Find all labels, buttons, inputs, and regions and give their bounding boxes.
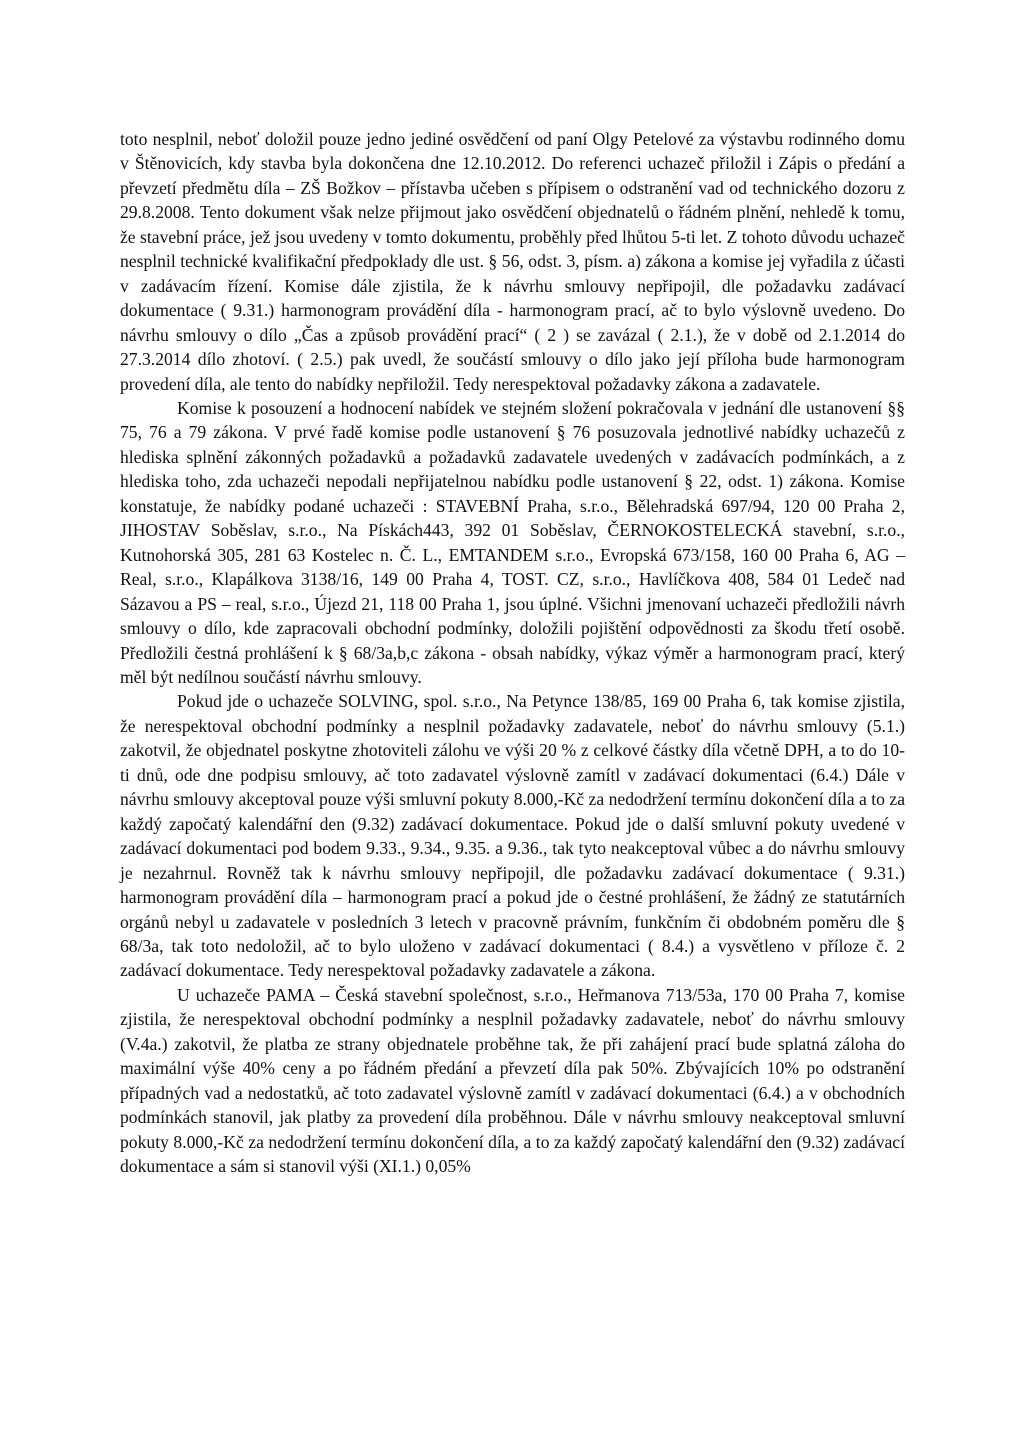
- document-page: [120, 127, 905, 1178]
- paragraph-evaluation-of-bids: Komise k posouzení a hodnocení nabídek ve stejném složení pokračovala v jednání dle ustanovení §§ 75, 76 a 79 zákona. V prvé řadě komise podle ustanovení § 76 posuzovala jednotlivé nabídky uchazečů z hlediska splnění zákonných požadavků a požadavků zadavatele uvedených v zadávacích podmínkách, a z hlediska toho, zda uchazeči nepodali nepřijatelnou nabídku podle ustanovení § 22, odst. 1) zákona. Komise konstatuje, že nabídky podané uchazeči : STAVEBNÍ Praha, s.r.o., Bělehradská 697/94, 120 00 Praha 2, JIHOSTAV Soběslav, s.r.o., Na Pískách443, 392 01 Soběslav, ČERNOKOSTELECKÁ stavební, s.r.o., Kutnohorská 305, 281 63 Kostelec n. Č. L., EMTANDEM s.r.o., Evropská 673/158, 160 00 Praha 6, AG – Real, s.r.o., Klapálkova 3138/16, 149 00 Praha 4, TOST. CZ, s.r.o., Havlíčkova 408, 584 01 Ledeč nad Sázavou a PS – real, s.r.o., Újezd 21, 118 00 Praha 1, jsou úplné. Všichni jmenovaní uchazeči předložili návrh smlouvy o dílo, kde zapracovali obchodní podmínky, doložili pojištění odpovědnosti za škodu třetí osobě. Předložili čestná prohlášení k § 68/3a,b,c zákona - obsah nabídky, výkaz výměr a harmonogram prací, který měl být nedílnou součástí návrhu smlouvy.: [120, 397, 905, 687]
- paragraph-solving-bid: Pokud jde o uchazeče SOLVING, spol. s.r.o., Na Petynce 138/85, 169 00 Praha 6, tak komise zjistila, že nerespektoval obchodní podmínky a nesplnil požadavky zadavatele, neboť do návrhu smlouvy (5.1.) zakotvil, že objednatel poskytne zhotoviteli zálohu ve výši 20 % z celkové částky díla včetně DPH, a to do 10-ti dnů, ode dne podpisu smlouvy, ač toto zadavatel výslovně zamítl v zadávací dokumentaci (6.4.) Dále v návrhu smlouvy akceptoval pouze výši smluvní pokuty 8.000,-Kč za nedodržení termínu dokončení díla a to za každý započatý kalendářní den (9.32) zadávací dokumentace. Pokud jde o další smluvní pokuty uvedené v zadávací dokumentaci pod bodem 9.33., 9.34., 9.35. a 9.36., tak tyto neakceptoval vůbec a do návrhu smlouvy je nezahrnul. Rovněž tak k návrhu smlouvy nepřipojil, dle požadavku zadávací dokumentace ( 9.31.) harmonogram provádění díla – harmonogram prací a pokud jde o čestné prohlášení, že žádný ze statutárních orgánů nebyl u zadavatele v posledních 3 letech v pracovně právním, funkčním či obdobném poměru dle § 68/3a, tak toto nedoložil, ač to bylo uloženo v zadávací dokumentaci ( 8.4.) a vysvětleno v příloze č. 2 zadávací dokumentace. Tedy nerespektoval požadavky zadavatele a zákona.: [120, 691, 905, 981]
- paragraph-pama-bid: U uchazeče PAMA – Česká stavební společnost, s.r.o., Heřmanova 713/53a, 170 00 Praha 7, komise zjistila, že nerespektoval obchodní podmínky a nesplnil požadavky zadavatele, neboť do návrhu smlouvy (V.4a.) zakotvil, že platba ze strany objednatele proběhne tak, že při zahájení prací bude splatná záloha do maximální výše 40% ceny a po řádném předání a převzetí díla pak 50%. Zbývajících 10% po odstranění případných vad a nedostatků, ač toto zadavatel výslovně zamítl v zadávací dokumentaci (6.4.) a v obchodních podmínkách stanovil, jak platby za provedení díla proběhnou. Dále v návrhu smlouvy neakceptoval smluvní pokuty 8.000,-Kč za nedodržení termínu dokončení díla, a to za každý započatý kalendářní den (9.32) zadávací dokumentace a sám si stanovil výši (XI.1.) 0,05%: [120, 984, 905, 1177]
- paragraph-disqualification-reasons: toto nesplnil, neboť doložil pouze jedno jediné osvědčení od paní Olgy Petelové za výstavbu rodinného domu v Štěnovicích, kdy stavba byla dokončena dne 12.10.2012. Do referenci uchazeč přiložil i Zápis o předání a převzetí předmětu díla – ZŠ Božkov – přístavba učeben s přípisem o odstranění vad od technického dozoru z 29.8.2008. Tento dokument však nelze přijmout jako osvědčení objednatelů o řádném plnění, nehledě k tomu, že stavební práce, jež jsou uvedeny v tomto dokumentu, proběhly před lhůtou 5-ti let. Z tohoto důvodu uchazeč nesplnil technické kvalifikační předpoklady dle ust. § 56, odst. 3, písm. a) zákona a komise jej vyřadila z účasti v zadávacím řízení. Komise dále zjistila, že k návrhu smlouvy nepřipojil, dle požadavku zadávací dokumentace ( 9.31.) harmonogram provádění díla - harmonogram prací, ač to bylo výslovně uvedeno. Do návrhu smlouvy o dílo „Čas a způsob provádění prací“ ( 2 ) se zavázal ( 2.1.), že v době od 2.1.2014 do 27.3.2014 dílo zhotoví. ( 2.5.) pak uvedl, že součástí smlouvy o dílo jako její příloha bude harmonogram provedení díla, ale tento do nabídky nepřiložil. Tedy nerespektoval požadavky zákona a zadavatele.: [120, 129, 905, 394]
